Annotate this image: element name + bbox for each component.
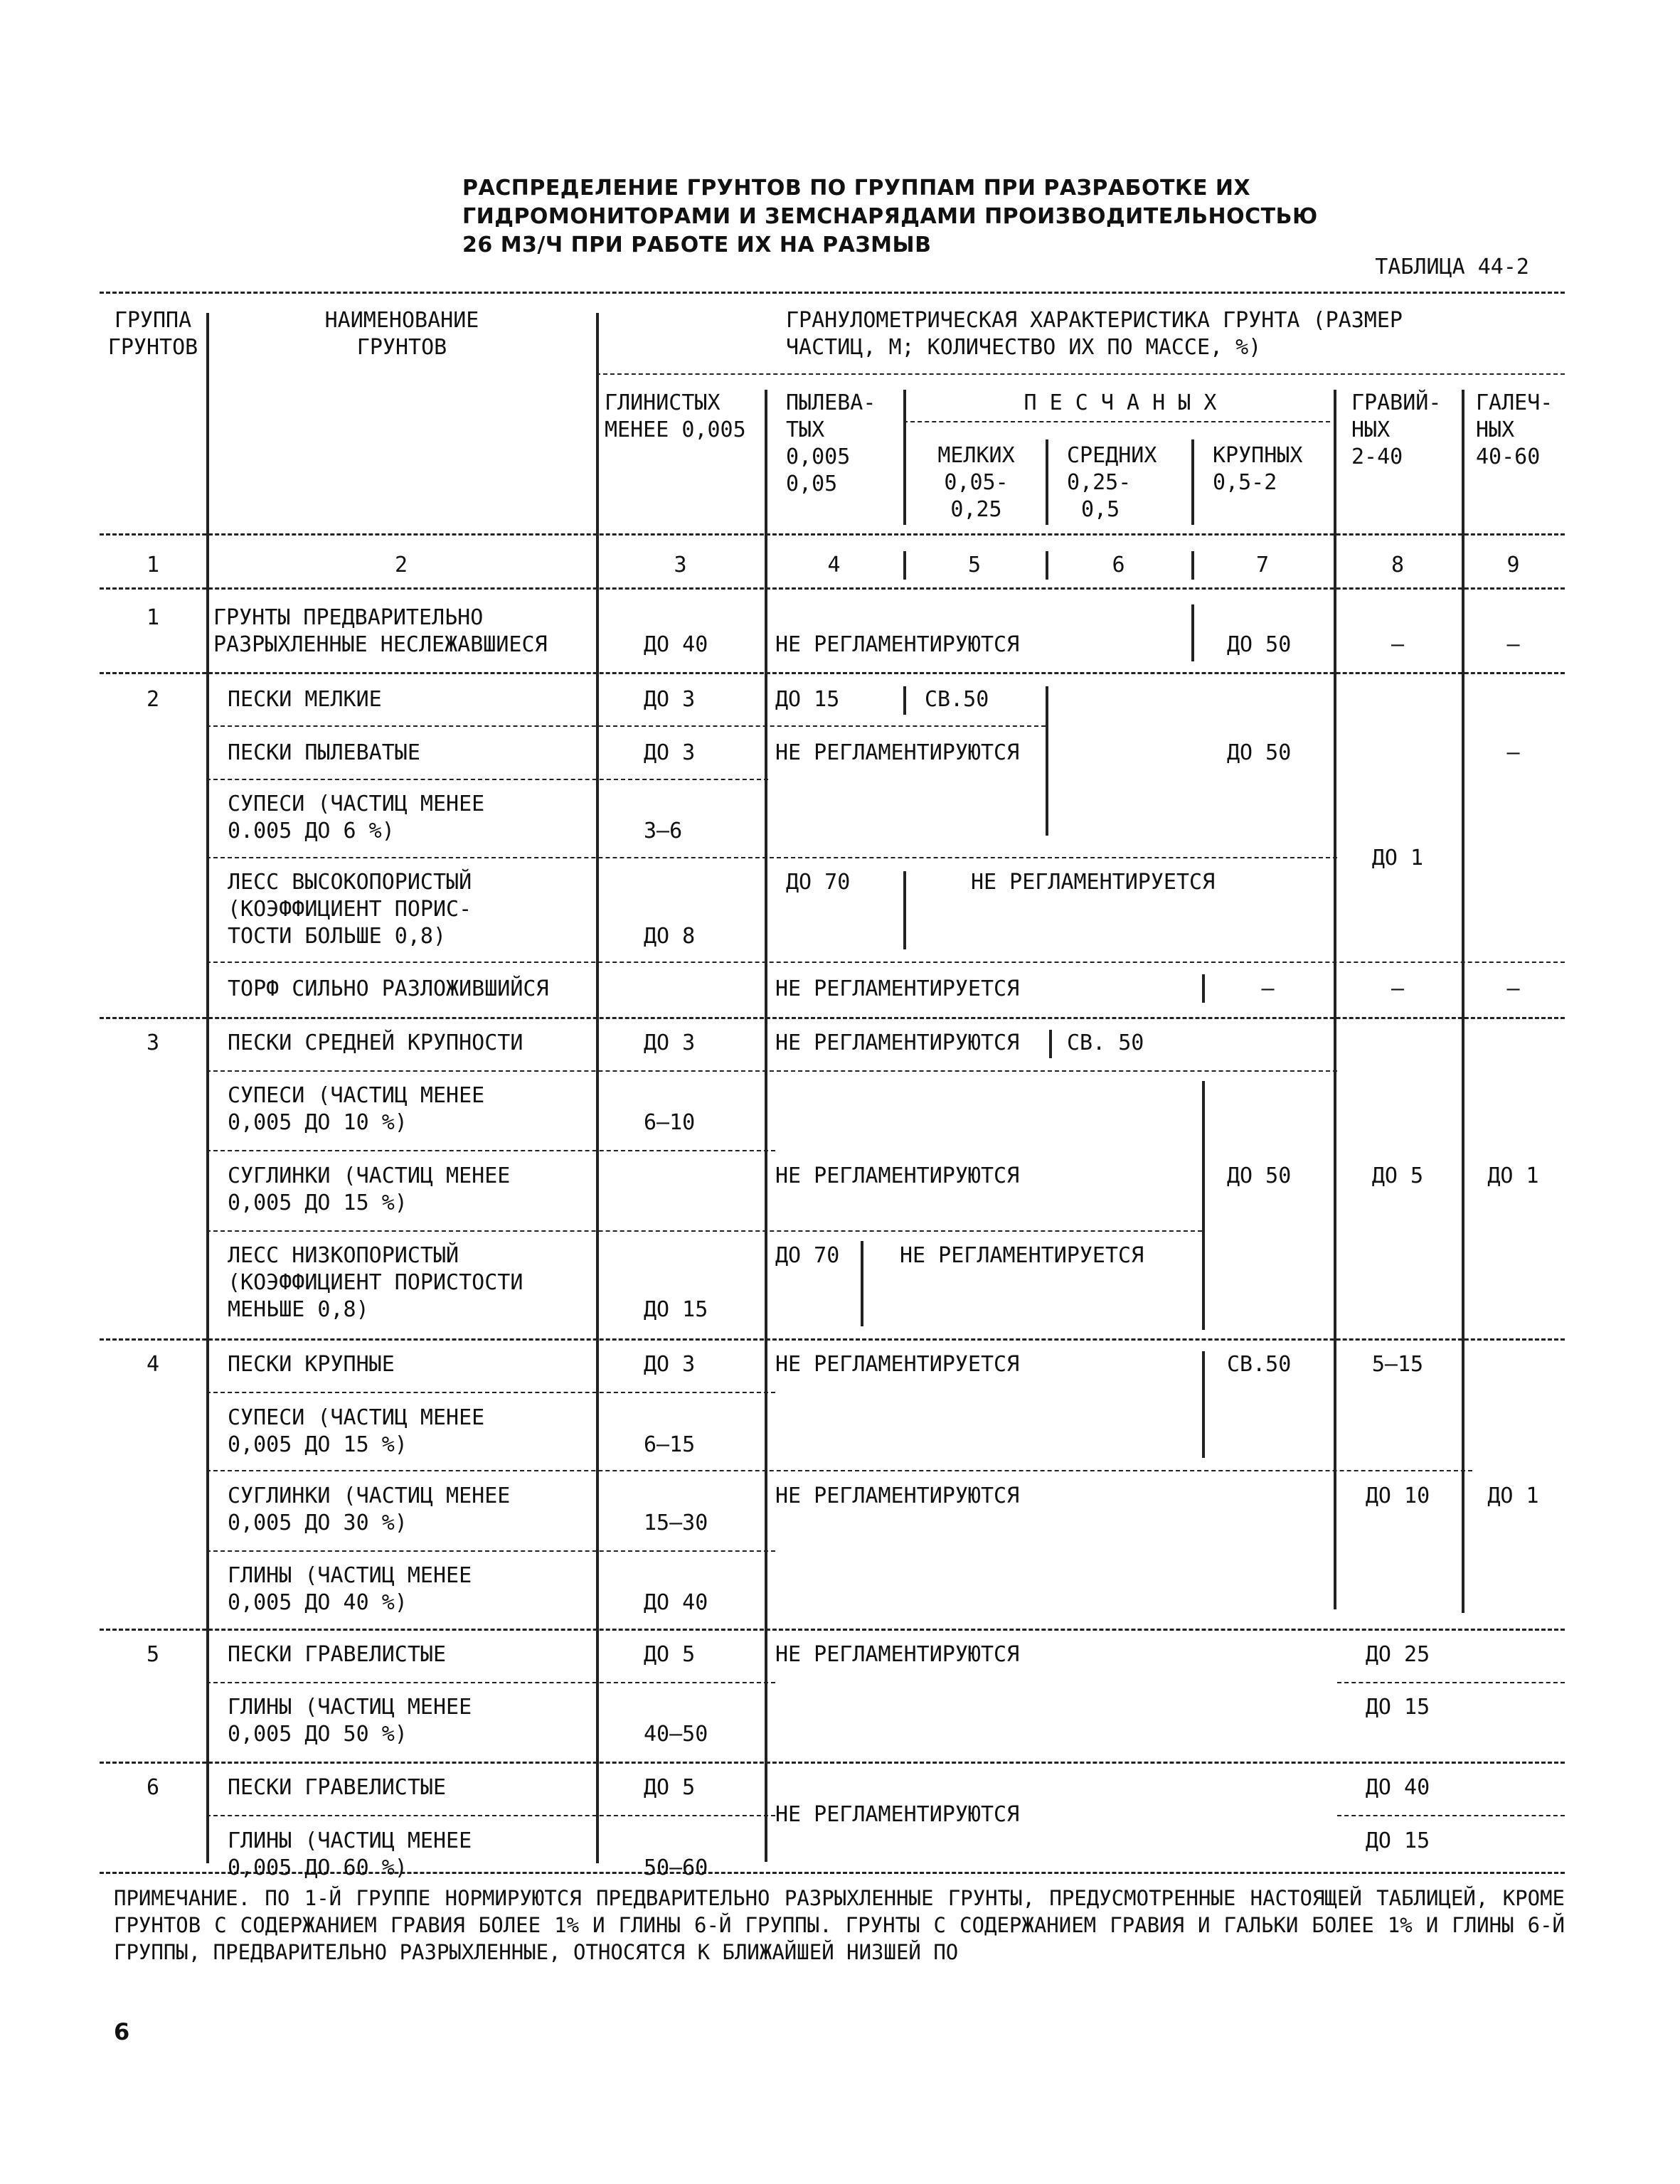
soil-name xyxy=(228,1828,472,1882)
vline-r1-col6 xyxy=(1191,604,1194,661)
soil-name xyxy=(228,791,484,845)
soil-name-line2: (КОЭФФИЦИЕНТ ПОРИСТОСТИ xyxy=(228,1270,523,1295)
soil-name xyxy=(228,1483,510,1537)
vline-col1 xyxy=(206,313,209,1863)
soil-name-line1: ГЛИНЫ (ЧАСТИЦ МЕНЕЕ xyxy=(228,1563,472,1588)
header-dust-line4: 0,05 xyxy=(786,472,838,496)
pebble-value: ДО 1 xyxy=(1487,1483,1539,1508)
rule-group3-bottom xyxy=(100,1338,1565,1341)
soil-name-line3: МЕНЬШЕ 0,8) xyxy=(228,1297,369,1322)
coarse-value: ДО 50 xyxy=(1227,1163,1292,1188)
title-line-3: 26 М3/Ч ПРИ РАБОТЕ ИХ НА РАЗМЫВ xyxy=(462,233,932,257)
header-coarse-line1: КРУПНЫХ xyxy=(1213,443,1303,468)
clay-value: ДО 3 xyxy=(644,1352,696,1377)
rule-r2d xyxy=(206,962,1565,963)
dust-value: НЕ РЕГЛАМЕНТИРУЮТСЯ xyxy=(775,1802,1020,1827)
header-fine-line3: 0,25 xyxy=(950,497,1002,522)
pebble-value: – xyxy=(1506,740,1520,765)
group-number: 1 xyxy=(146,605,160,630)
header-pebble xyxy=(1476,390,1553,471)
soil-name-line2: 0,005 ДО 60 %) xyxy=(228,1855,408,1880)
clay-value: ДО 40 xyxy=(644,632,708,657)
gravel-value: ДО 1 xyxy=(1371,846,1424,870)
dust-value: НЕ РЕГЛАМЕНТИРУЕТСЯ xyxy=(775,976,1020,1001)
header-medium-line1: СРЕДНИХ xyxy=(1067,443,1157,468)
vline-col4-head xyxy=(903,390,906,525)
soil-name: ПЕСКИ МЕЛКИЕ xyxy=(228,687,382,712)
clay-value: 50–60 xyxy=(644,1855,708,1880)
medium-sand-value: СВ. 50 xyxy=(1067,1030,1144,1055)
column-number-2: 2 xyxy=(394,553,408,577)
rule-r4b xyxy=(206,1470,1472,1471)
vline-col5-head xyxy=(1046,440,1048,525)
clay-value: ДО 3 xyxy=(644,1030,696,1055)
soil-name-line2: 0.005 ДО 6 %) xyxy=(228,819,395,843)
rule-header-bottom xyxy=(100,533,1565,536)
rule-group5-bottom xyxy=(100,1762,1565,1764)
header-gravel-line2: НЫХ xyxy=(1351,417,1391,442)
rule-group2-bottom xyxy=(100,1017,1565,1019)
soil-name-line2: 0,005 ДО 30 %) xyxy=(228,1511,408,1535)
header-clay-line2: МЕНЕЕ 0,005 xyxy=(605,417,746,442)
header-fine-line1: МЕЛКИХ xyxy=(937,443,1015,468)
gravel-value: ДО 15 xyxy=(1365,1695,1430,1720)
rule-r5a-gravel xyxy=(1337,1682,1565,1683)
rule-group1-bottom xyxy=(100,672,1565,674)
header-dust xyxy=(786,390,876,498)
dust-value: НЕ РЕГЛАМЕНТИРУЮТСЯ xyxy=(775,1483,1020,1508)
group-number: 4 xyxy=(146,1352,160,1377)
header-pebble-line3: 40-60 xyxy=(1476,444,1541,469)
header-pebble-line1: ГАЛЕЧ- xyxy=(1476,390,1553,415)
header-dust-line3: 0,005 xyxy=(786,444,851,469)
gravel-value: 5–15 xyxy=(1371,1352,1424,1377)
clay-value: ДО 5 xyxy=(644,1642,696,1667)
column-number-8: 8 xyxy=(1391,553,1405,577)
soil-name: ПЕСКИ ПЫЛЕВАТЫЕ xyxy=(228,740,420,765)
gravel-value: – xyxy=(1391,632,1405,657)
soil-name-line1: ЛЕСС ВЫСОКОПОРИСТЫЙ xyxy=(228,870,472,895)
soil-name-line2: 0,005 ДО 15 %) xyxy=(228,1432,408,1457)
header-gravel xyxy=(1351,390,1441,471)
group-number: 6 xyxy=(146,1775,160,1800)
clay-value: ДО 5 xyxy=(644,1775,696,1800)
header-fine-line2: 0,05- xyxy=(944,470,1009,495)
vline-r2d-col4 xyxy=(903,871,906,949)
pebble-value: – xyxy=(1506,632,1520,657)
header-group-line1: ГРУППА xyxy=(114,308,192,333)
group-number: 2 xyxy=(146,687,160,712)
rule-top xyxy=(100,292,1565,294)
rule-colnums-bottom xyxy=(100,587,1565,590)
header-dust-line2: ТЫХ xyxy=(786,417,825,442)
vline-r3a-col5 xyxy=(1049,1030,1052,1058)
rule-r6a xyxy=(206,1815,775,1816)
group-number: 5 xyxy=(146,1642,160,1667)
column-number-7: 7 xyxy=(1255,553,1270,577)
soil-name: ПЕСКИ СРЕДНЕЙ КРУПНОСТИ xyxy=(228,1030,523,1055)
clay-value: ДО 3 xyxy=(644,740,696,765)
soil-name xyxy=(213,604,548,659)
page-number: 6 xyxy=(114,2018,130,2045)
soil-name xyxy=(228,1405,484,1459)
table-title xyxy=(462,174,1318,260)
dust-value: ДО 70 xyxy=(775,1243,840,1268)
rule-r4c xyxy=(206,1550,775,1552)
column-number-3: 3 xyxy=(674,553,687,577)
rule-sand-sub xyxy=(903,421,1330,422)
column-number-1: 1 xyxy=(146,553,160,577)
header-gran-line1: ГРАНУЛОМЕТРИЧЕСКАЯ ХАРАКТЕРИСТИКА ГРУНТА (РАЗМЕР xyxy=(786,308,1403,333)
vline-r2a-col4 xyxy=(903,686,906,715)
column-number-6: 6 xyxy=(1112,553,1125,577)
table-number: ТАБЛИЦА 44-2 xyxy=(1375,255,1529,279)
header-name xyxy=(213,307,590,361)
clay-value: 15–30 xyxy=(644,1511,708,1535)
rule-r2c xyxy=(206,857,1337,858)
dust-value: НЕ РЕГЛАМЕНТИРУЮТСЯ xyxy=(775,740,1020,765)
header-medium-line2: 0,25- xyxy=(1067,470,1132,495)
header-name-line2: ГРУНТОВ xyxy=(356,335,447,360)
pebble-value: ДО 1 xyxy=(1487,1163,1539,1188)
soil-name-line1: СУПЕСИ (ЧАСТИЦ МЕНЕЕ xyxy=(228,1405,485,1430)
header-group-line2: ГРУНТОВ xyxy=(107,335,198,360)
rule-r2b xyxy=(206,779,768,780)
soil-name-line2: РАЗРЫХЛЕННЫЕ НЕСЛЕЖАВШИЕСЯ xyxy=(213,632,548,657)
gravel-value: ДО 40 xyxy=(1365,1775,1430,1800)
sand-value: НЕ РЕГЛАМЕНТИРУЕТСЯ xyxy=(900,1243,1144,1268)
soil-name: ТОРФ СИЛЬНО РАЗЛОЖИВШИЙСЯ xyxy=(228,976,549,1001)
header-dust-line1: ПЫЛЕВА- xyxy=(786,390,876,415)
clay-value: 6–15 xyxy=(644,1432,696,1457)
soil-name-line1: ЛЕСС НИЗКОПОРИСТЫЙ xyxy=(228,1243,459,1268)
soil-name xyxy=(228,1163,510,1217)
rule-r6a-gravel xyxy=(1337,1815,1565,1816)
table-note: ПРИМЕЧАНИЕ. ПО 1-Й ГРУППЕ НОРМИРУЮТСЯ ПРЕДВАРИТЕЛЬНО РАЗРЫХЛЕННЫЕ ГРУНТЫ, ПРЕДУСМОТРЕННЫЕ НАСТОЯЩЕЙ ТАБЛИЦЕЙ, КРОМЕ ГРУНТОВ С СОДЕРЖАНИЕМ ГРАВИЯ БОЛЕЕ 1% И ГЛИНЫ 6-Й ГРУППЫ. ГРУНТЫ С СОДЕРЖАНИЕМ ГРАВИЯ И ГАЛЬКИ БОЛЕЕ 1% И ГЛИНЫ 6-Й ГРУППЫ, ПРЕДВАРИТЕЛЬНО РАЗРЫХЛЕННЫЕ, ОТНОСЯТСЯ К БЛИЖАЙШЕЙ НИЗШЕЙ ПО xyxy=(114,1886,1565,1964)
rule-r3b xyxy=(206,1150,775,1151)
gravel-value: ДО 5 xyxy=(1371,1163,1424,1188)
clay-value: ДО 8 xyxy=(644,924,696,949)
rule-gran-sub xyxy=(596,373,1565,375)
clay-value: 40–50 xyxy=(644,1722,708,1747)
clay-value: 3–6 xyxy=(644,819,683,843)
dust-value: НЕ РЕГЛАМЕНТИРУЮТСЯ xyxy=(775,1642,1020,1667)
clay-value: ДО 40 xyxy=(644,1590,708,1615)
soil-name xyxy=(228,1562,472,1616)
coarse-value: ДО 50 xyxy=(1227,632,1292,657)
rule-r3a xyxy=(206,1070,1337,1072)
coarse-value: – xyxy=(1261,976,1275,1001)
rule-r3c xyxy=(206,1230,1202,1232)
rule-r2a xyxy=(206,725,1046,727)
column-number-4: 4 xyxy=(827,553,841,577)
soil-name-line1: ГЛИНЫ (ЧАСТИЦ МЕНЕЕ xyxy=(228,1695,472,1720)
header-clay xyxy=(605,390,746,444)
header-pebble-line2: НЫХ xyxy=(1476,417,1515,442)
soil-name-line1: СУПЕСИ (ЧАСТИЦ МЕНЕЕ xyxy=(228,792,485,816)
column-number-9: 9 xyxy=(1506,553,1520,577)
soil-name-line3: ТОСТИ БОЛЬШЕ 0,8) xyxy=(228,924,447,949)
dust-value: НЕ РЕГЛАМЕНТИРУЮТСЯ xyxy=(775,1163,1020,1188)
soil-name xyxy=(228,869,472,950)
fine-sand-value: СВ.50 xyxy=(925,687,989,712)
soil-name: ПЕСКИ ГРАВЕЛИСТЫЕ xyxy=(228,1642,447,1667)
soil-name-line1: ГРУНТЫ ПРЕДВАРИТЕЛЬНО xyxy=(213,605,484,630)
soil-name xyxy=(228,1242,523,1323)
gravel-value: ДО 25 xyxy=(1365,1642,1430,1667)
header-gravel-line1: ГРАВИЙ- xyxy=(1351,390,1442,415)
soil-name-line1: СУПЕСИ (ЧАСТИЦ МЕНЕЕ xyxy=(228,1083,485,1108)
rule-group4-bottom xyxy=(100,1629,1565,1631)
vline-r3-col6 xyxy=(1202,1081,1205,1330)
soil-name-line2: 0,005 ДО 10 %) xyxy=(228,1110,408,1135)
soil-name-line2: 0,005 ДО 40 %) xyxy=(228,1590,408,1615)
vline-col6-head xyxy=(1191,440,1194,525)
soil-name-line1: ГЛИНЫ (ЧАСТИЦ МЕНЕЕ xyxy=(228,1828,472,1853)
clay-value: ДО 15 xyxy=(644,1297,708,1322)
title-line-2: ГИДРОМОНИТОРАМИ И ЗЕМСНАРЯДАМИ ПРОИЗВОДИТЕЛЬНОСТЬЮ xyxy=(462,204,1318,229)
dust-value: ДО 70 xyxy=(786,870,851,895)
header-name-line1: НАИМЕНОВАНИЕ xyxy=(324,308,479,333)
vline-r2a-col5 xyxy=(1046,686,1048,836)
title-line-1: РАСПРЕДЕЛЕНИЕ ГРУНТОВ ПО ГРУППАМ ПРИ РАЗРАБОТКЕ ИХ xyxy=(462,176,1251,201)
header-gran-line2: ЧАСТИЦ, М; КОЛИЧЕСТВО ИХ ПО МАССЕ, %) xyxy=(786,335,1262,360)
header-granulometry xyxy=(786,307,1403,361)
clay-value: ДО 3 xyxy=(644,687,696,712)
soil-name xyxy=(228,1082,484,1136)
gravel-value: ДО 15 xyxy=(1365,1828,1430,1853)
soil-name-line2: (КОЭФФИЦИЕНТ ПОРИС- xyxy=(228,897,472,922)
header-medium xyxy=(1067,442,1157,523)
gravel-value: – xyxy=(1391,976,1405,1001)
coarse-value: СВ.50 xyxy=(1227,1352,1292,1377)
header-fine xyxy=(907,442,1046,523)
header-coarse-line2: 0,5-2 xyxy=(1213,470,1277,495)
soil-name xyxy=(228,1694,472,1748)
soil-name-line2: 0,005 ДО 15 %) xyxy=(228,1190,408,1215)
group-number: 3 xyxy=(146,1030,160,1055)
sand-value: НЕ РЕГЛАМЕНТИРУЕТСЯ xyxy=(971,870,1216,895)
header-medium-line3: 0,5 xyxy=(1081,497,1120,522)
dust-value: ДО 15 xyxy=(775,687,840,712)
soil-name-line1: СУГЛИНКИ (ЧАСТИЦ МЕНЕЕ xyxy=(228,1483,511,1508)
pebble-value: – xyxy=(1506,976,1520,1001)
rule-r4a xyxy=(206,1392,775,1393)
soil-name-line2: 0,005 ДО 50 %) xyxy=(228,1722,408,1747)
gravel-value: ДО 10 xyxy=(1365,1483,1430,1508)
coarse-value: ДО 50 xyxy=(1227,740,1292,765)
header-group xyxy=(100,307,206,361)
vline-r3d-col4 xyxy=(861,1241,863,1326)
header-clay-line1: ГЛИНИСТЫХ xyxy=(605,390,721,415)
header-gravel-line3: 2-40 xyxy=(1351,444,1403,469)
vline-col3 xyxy=(765,390,767,1862)
vline-r4-col6 xyxy=(1202,1351,1205,1458)
header-sand: П Е С Ч А Н Ы Х xyxy=(1024,390,1217,415)
column-number-5: 5 xyxy=(967,553,982,577)
soil-name: ПЕСКИ КРУПНЫЕ xyxy=(228,1352,395,1377)
soil-name: ПЕСКИ ГРАВЕЛИСТЫЕ xyxy=(228,1775,447,1800)
vline-col2 xyxy=(596,313,599,1863)
clay-value: 6–10 xyxy=(644,1110,696,1135)
soil-name-line1: СУГЛИНКИ (ЧАСТИЦ МЕНЕЕ xyxy=(228,1163,511,1188)
dust-value: НЕ РЕГЛАМЕНТИРУЮТСЯ xyxy=(775,632,1020,657)
dust-value: НЕ РЕГЛАМЕНТИРУЮТСЯ xyxy=(775,1030,1020,1055)
dust-value: НЕ РЕГЛАМЕНТИРУЕТСЯ xyxy=(775,1352,1020,1377)
header-coarse xyxy=(1213,442,1302,496)
rule-r5a xyxy=(206,1682,775,1683)
